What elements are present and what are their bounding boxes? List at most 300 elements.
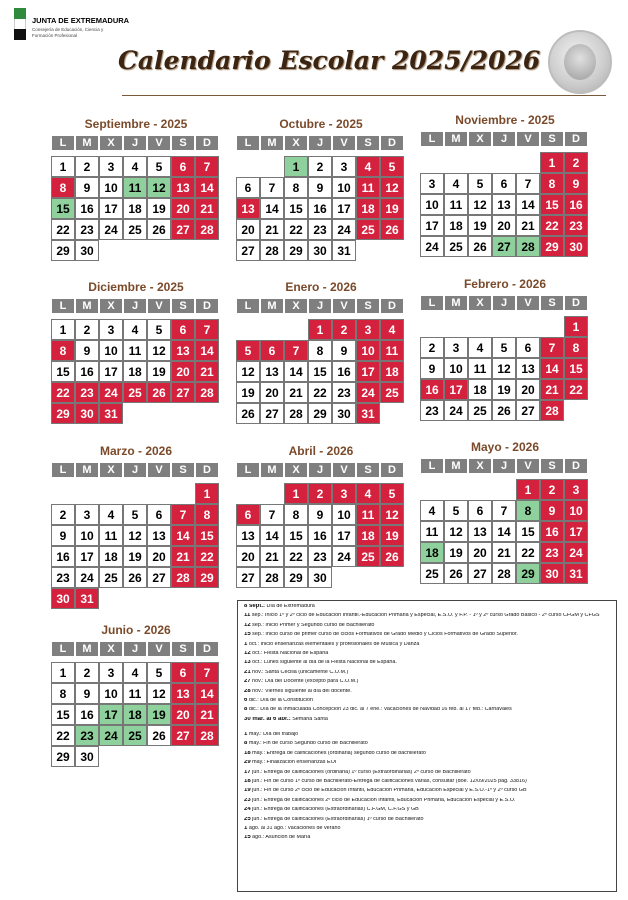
day-cell: 6 xyxy=(171,156,195,177)
weekday-header: X xyxy=(99,462,123,478)
day-cell: 11 xyxy=(123,340,147,361)
day-cell: 13 xyxy=(260,361,284,382)
day-cell: 31 xyxy=(75,588,99,609)
day-cell: 28 xyxy=(260,567,284,588)
day-cell: 21 xyxy=(540,379,564,400)
day-cell: 22 xyxy=(284,219,308,240)
note-text: sep.: Inicio 1º y 2º ciclo de Educación Infantil.-Educación Primaria y Especial, E.S.O. y F.P. - 1º y 2º curso Grado Básico - 2º curso CFGM y CFGS xyxy=(250,613,600,619)
day-cell: 7 xyxy=(195,319,219,340)
day-cell: 6 xyxy=(147,504,171,525)
weekday-header: S xyxy=(171,641,195,657)
day-cell: 5 xyxy=(380,483,404,504)
day-cell: 24 xyxy=(332,546,356,567)
note-item xyxy=(244,670,610,675)
day-cell: 30 xyxy=(308,240,332,261)
month-title: Marzo - 2026 xyxy=(99,444,173,458)
note-item xyxy=(244,798,610,803)
day-cell: 14 xyxy=(284,361,308,382)
day-cell: 4 xyxy=(468,337,492,358)
day-cell: 26 xyxy=(492,400,516,421)
day-cell: 13 xyxy=(171,340,195,361)
day-cell: 9 xyxy=(51,525,75,546)
day-cell: 20 xyxy=(516,379,540,400)
day-cell: 13 xyxy=(492,194,516,215)
day-cell: 19 xyxy=(380,198,404,219)
day-cell: 16 xyxy=(75,361,99,382)
note-item xyxy=(244,613,610,618)
note-item xyxy=(244,604,610,609)
day-cell: 8 xyxy=(51,177,75,198)
day-cell: 11 xyxy=(420,521,444,542)
day-cell: 15 xyxy=(564,358,588,379)
day-cell: 9 xyxy=(420,358,444,379)
note-item xyxy=(244,826,610,831)
month-grid xyxy=(420,458,590,584)
month-grid xyxy=(236,135,406,261)
day-cell: 24 xyxy=(444,400,468,421)
day-cell: 20 xyxy=(236,546,260,567)
weekday-header: L xyxy=(420,295,444,311)
day-cell: 29 xyxy=(284,240,308,261)
day-cell: 31 xyxy=(356,403,380,424)
day-cell: 2 xyxy=(75,156,99,177)
day-cell: 13 xyxy=(516,358,540,379)
weekday-header: J xyxy=(492,458,516,474)
weekday-header: L xyxy=(236,298,260,314)
day-cell: 4 xyxy=(123,156,147,177)
weekday-header: S xyxy=(540,458,564,474)
day-cell: 28 xyxy=(492,563,516,584)
weekday-header: J xyxy=(123,298,147,314)
weekday-header: J xyxy=(308,298,332,314)
day-cell: 4 xyxy=(380,319,404,340)
month-title: Enero - 2026 xyxy=(285,280,357,294)
day-cell: 21 xyxy=(171,546,195,567)
day-cell: 23 xyxy=(308,546,332,567)
note-text: may.: Día del trabajo xyxy=(247,732,299,738)
weekday-header: X xyxy=(99,135,123,151)
note-item xyxy=(244,651,610,656)
day-cell: 14 xyxy=(195,340,219,361)
day-cell: 14 xyxy=(492,521,516,542)
weekday-header: L xyxy=(420,458,444,474)
day-cell: 24 xyxy=(75,567,99,588)
weekday-header: S xyxy=(171,298,195,314)
day-cell: 24 xyxy=(356,382,380,403)
note-item xyxy=(244,689,610,694)
weekday-header: S xyxy=(356,135,380,151)
note-text: nov.: Viernes siguiente al día del docente. xyxy=(250,688,352,694)
note-date: 15 xyxy=(244,835,251,841)
day-cell: 1 xyxy=(540,152,564,173)
note-text: dic.: Día de la Inmaculada Concepción 23 dic. al 7 ene.: Vacaciones de Navidad 16 feb. al 17 feb.: Carnavales xyxy=(247,707,512,713)
weekday-header: M xyxy=(260,462,284,478)
empty-cell xyxy=(492,152,516,173)
day-cell: 23 xyxy=(75,725,99,746)
note-text: may.: Finalización enseñanzas EOI xyxy=(250,760,337,766)
day-cell: 29 xyxy=(195,567,219,588)
day-cell: 2 xyxy=(51,504,75,525)
day-cell: 12 xyxy=(236,361,260,382)
empty-cell xyxy=(420,152,444,173)
day-cell: 26 xyxy=(147,382,171,403)
weekday-header: D xyxy=(380,462,404,478)
weekday-header: M xyxy=(75,641,99,657)
day-cell: 30 xyxy=(540,563,564,584)
note-date: 29 xyxy=(244,760,251,766)
day-cell: 10 xyxy=(99,683,123,704)
day-cell: 6 xyxy=(492,173,516,194)
weekday-header: V xyxy=(332,135,356,151)
day-cell: 5 xyxy=(147,156,171,177)
month-december xyxy=(51,279,221,424)
day-cell: 25 xyxy=(468,400,492,421)
day-cell: 24 xyxy=(99,219,123,240)
note-text: sep.: Inicio Primer y Segundo curso de Bachillerato xyxy=(250,622,375,628)
note-date: 24 xyxy=(244,807,251,813)
day-cell: 28 xyxy=(195,725,219,746)
day-cell: 2 xyxy=(308,156,332,177)
day-cell: 15 xyxy=(284,198,308,219)
day-cell: 11 xyxy=(99,525,123,546)
day-cell: 5 xyxy=(468,173,492,194)
empty-cell xyxy=(236,319,260,340)
day-cell: 18 xyxy=(444,215,468,236)
weekday-header: J xyxy=(123,135,147,151)
day-cell: 24 xyxy=(99,725,123,746)
note-date: 25 xyxy=(244,816,251,822)
day-cell: 15 xyxy=(308,361,332,382)
month-november xyxy=(420,112,590,257)
day-cell: 1 xyxy=(51,662,75,683)
weekday-header: D xyxy=(195,135,219,151)
day-cell: 26 xyxy=(380,219,404,240)
day-cell: 8 xyxy=(51,683,75,704)
day-cell: 30 xyxy=(75,240,99,261)
weekday-header: X xyxy=(468,131,492,147)
day-cell: 14 xyxy=(195,683,219,704)
day-cell: 10 xyxy=(99,177,123,198)
day-cell: 25 xyxy=(380,382,404,403)
day-cell: 2 xyxy=(308,483,332,504)
weekday-header: J xyxy=(308,135,332,151)
month-title: Mayo - 2026 xyxy=(470,440,540,454)
day-cell: 19 xyxy=(147,704,171,725)
day-cell: 25 xyxy=(444,236,468,257)
day-cell: 31 xyxy=(564,563,588,584)
junta-logo xyxy=(14,8,130,48)
day-cell: 25 xyxy=(420,563,444,584)
day-cell: 12 xyxy=(123,525,147,546)
day-cell: 30 xyxy=(51,588,75,609)
month-title: Noviembre - 2025 xyxy=(455,113,555,127)
day-cell: 6 xyxy=(171,662,195,683)
day-cell: 19 xyxy=(380,525,404,546)
day-cell: 4 xyxy=(356,156,380,177)
note-text: nov.: Santa Cecilia (únicamente C.O.M.) xyxy=(250,669,349,675)
note-item xyxy=(244,817,610,822)
day-cell: 4 xyxy=(123,662,147,683)
note-date: 30 mar. al 6 abr.: xyxy=(244,716,291,722)
month-grid xyxy=(236,298,406,424)
note-date: 11 xyxy=(244,613,251,619)
day-cell: 16 xyxy=(332,361,356,382)
day-cell: 22 xyxy=(564,379,588,400)
day-cell: 11 xyxy=(444,194,468,215)
day-cell: 21 xyxy=(195,361,219,382)
note-item xyxy=(244,707,610,712)
day-cell: 1 xyxy=(51,319,75,340)
day-cell: 22 xyxy=(51,382,75,403)
month-may xyxy=(420,439,590,584)
note-date: 15 xyxy=(244,632,251,638)
note-text: nov.: Día del Docente (excepto para C.O.M.) xyxy=(250,679,359,685)
day-cell: 8 xyxy=(564,337,588,358)
month-title: Febrero - 2026 xyxy=(463,277,547,291)
seal-icon xyxy=(548,30,612,94)
day-cell: 15 xyxy=(540,194,564,215)
empty-cell xyxy=(420,316,444,337)
weekday-header: D xyxy=(380,135,404,151)
note-item xyxy=(244,732,610,737)
note-text: jun.: Entrega de calificaciones (Extraordinarias) C.F.GM, C.F.GS y GB xyxy=(250,807,419,813)
weekday-header: M xyxy=(444,458,468,474)
note-item xyxy=(244,760,610,765)
weekday-header: D xyxy=(564,458,588,474)
note-text: may.: Fin de curso Segundo curso de Bachillerato xyxy=(247,741,368,747)
note-item xyxy=(244,660,610,665)
day-cell: 11 xyxy=(468,358,492,379)
day-cell: 28 xyxy=(284,403,308,424)
day-cell: 27 xyxy=(171,725,195,746)
day-cell: 31 xyxy=(332,240,356,261)
note-date: 27 xyxy=(244,679,251,685)
day-cell: 2 xyxy=(540,479,564,500)
note-date: 8 sept.: xyxy=(244,604,266,609)
day-cell: 3 xyxy=(564,479,588,500)
day-cell: 3 xyxy=(332,483,356,504)
day-cell: 1 xyxy=(284,483,308,504)
day-cell: 22 xyxy=(51,219,75,240)
weekday-header: V xyxy=(516,295,540,311)
day-cell: 11 xyxy=(123,177,147,198)
day-cell: 27 xyxy=(171,382,195,403)
weekday-header: J xyxy=(492,131,516,147)
day-cell: 1 xyxy=(564,316,588,337)
note-date: 21 xyxy=(244,669,251,675)
day-cell: 8 xyxy=(308,340,332,361)
day-cell: 18 xyxy=(123,704,147,725)
day-cell: 3 xyxy=(99,156,123,177)
day-cell: 17 xyxy=(332,198,356,219)
note-date: 1 xyxy=(244,825,248,831)
day-cell: 17 xyxy=(444,379,468,400)
day-cell: 9 xyxy=(75,340,99,361)
day-cell: 30 xyxy=(75,403,99,424)
day-cell: 12 xyxy=(492,358,516,379)
day-cell: 10 xyxy=(99,340,123,361)
day-cell: 14 xyxy=(516,194,540,215)
day-cell: 6 xyxy=(236,177,260,198)
day-cell: 24 xyxy=(564,542,588,563)
day-cell: 1 xyxy=(51,156,75,177)
day-cell: 20 xyxy=(171,704,195,725)
day-cell: 13 xyxy=(236,198,260,219)
day-cell: 29 xyxy=(540,236,564,257)
day-cell: 19 xyxy=(236,382,260,403)
day-cell: 4 xyxy=(99,504,123,525)
weekday-header: J xyxy=(308,462,332,478)
day-cell: 13 xyxy=(468,521,492,542)
weekday-header: L xyxy=(236,462,260,478)
empty-cell xyxy=(444,152,468,173)
day-cell: 29 xyxy=(51,746,75,767)
empty-cell xyxy=(260,319,284,340)
weekday-header: D xyxy=(195,298,219,314)
empty-cell xyxy=(171,483,195,504)
note-date: 28 xyxy=(244,688,251,694)
day-cell: 13 xyxy=(147,525,171,546)
day-cell: 16 xyxy=(308,198,332,219)
note-text: sep.: Inicio curso de primer curso de ciclos Formativos de Grado Medio y Ciclos Formativos de Grado Superior. xyxy=(250,632,518,638)
weekday-header: M xyxy=(75,298,99,314)
day-cell: 12 xyxy=(147,683,171,704)
weekday-header: L xyxy=(420,131,444,147)
day-cell: 8 xyxy=(284,177,308,198)
day-cell: 18 xyxy=(356,525,380,546)
weekday-header: V xyxy=(147,462,171,478)
day-cell: 3 xyxy=(99,319,123,340)
day-cell: 18 xyxy=(380,361,404,382)
day-cell: 25 xyxy=(99,567,123,588)
day-cell: 16 xyxy=(75,198,99,219)
weekday-header: D xyxy=(195,641,219,657)
day-cell: 27 xyxy=(236,567,260,588)
note-text: ago.: Asunción de María xyxy=(250,835,311,841)
note-text: jun.: Entrega de calificaciones (Extraordinarias) 1º curso de Bachillerato xyxy=(250,816,424,822)
day-cell: 17 xyxy=(99,198,123,219)
day-cell: 22 xyxy=(308,382,332,403)
day-cell: 17 xyxy=(420,215,444,236)
day-cell: 14 xyxy=(260,525,284,546)
day-cell: 31 xyxy=(99,403,123,424)
weekday-header: S xyxy=(356,298,380,314)
note-item xyxy=(244,632,610,637)
weekday-header: V xyxy=(516,458,540,474)
empty-cell xyxy=(516,152,540,173)
day-cell: 15 xyxy=(195,525,219,546)
day-cell: 28 xyxy=(195,382,219,403)
day-cell: 19 xyxy=(492,379,516,400)
day-cell: 22 xyxy=(540,215,564,236)
day-cell: 24 xyxy=(420,236,444,257)
day-cell: 9 xyxy=(75,177,99,198)
month-grid xyxy=(51,641,221,767)
day-cell: 27 xyxy=(171,219,195,240)
day-cell: 15 xyxy=(516,521,540,542)
day-cell: 20 xyxy=(260,382,284,403)
weekday-header: V xyxy=(147,135,171,151)
weekday-header: X xyxy=(99,298,123,314)
day-cell: 24 xyxy=(332,219,356,240)
weekday-header: X xyxy=(284,135,308,151)
month-title: Septiembre - 2025 xyxy=(84,117,188,131)
note-text: jun.: Entrega de calificaciones 2º ciclo de Educación Infantil, Educación Primaria, Educación Especial y E.S.O. xyxy=(250,797,516,803)
day-cell: 16 xyxy=(308,525,332,546)
weekday-header: X xyxy=(284,462,308,478)
day-cell: 21 xyxy=(260,219,284,240)
month-grid xyxy=(420,131,590,257)
note-date: 1 xyxy=(244,641,248,647)
day-cell: 27 xyxy=(492,236,516,257)
note-item xyxy=(244,642,610,647)
day-cell: 16 xyxy=(51,546,75,567)
day-cell: 8 xyxy=(516,500,540,521)
day-cell: 7 xyxy=(260,177,284,198)
month-grid xyxy=(51,462,221,609)
weekday-header: J xyxy=(123,641,147,657)
day-cell: 17 xyxy=(332,525,356,546)
note-date: 13 xyxy=(244,660,251,666)
weekday-header: M xyxy=(75,462,99,478)
empty-cell xyxy=(444,316,468,337)
weekday-header: M xyxy=(75,135,99,151)
note-item xyxy=(244,788,610,793)
empty-cell xyxy=(468,152,492,173)
weekday-header: S xyxy=(171,135,195,151)
note-date: 12 xyxy=(244,622,251,628)
note-item xyxy=(244,679,610,684)
day-cell: 22 xyxy=(51,725,75,746)
day-cell: 7 xyxy=(260,504,284,525)
note-text: ago. al 31 ago.: Vacaciones de verano xyxy=(247,825,341,831)
day-cell: 7 xyxy=(492,500,516,521)
day-cell: 15 xyxy=(284,525,308,546)
weekday-header: D xyxy=(564,131,588,147)
month-february xyxy=(420,276,590,421)
day-cell: 5 xyxy=(147,662,171,683)
empty-cell xyxy=(444,479,468,500)
day-cell: 27 xyxy=(147,567,171,588)
day-cell: 27 xyxy=(468,563,492,584)
day-cell: 23 xyxy=(51,567,75,588)
note-text: oct.: Fiesta Nacional de España xyxy=(250,650,329,656)
note-date: 1 xyxy=(244,732,248,738)
day-cell: 20 xyxy=(492,215,516,236)
day-cell: 17 xyxy=(75,546,99,567)
flag-icon xyxy=(14,8,26,40)
day-cell: 3 xyxy=(99,662,123,683)
day-cell: 3 xyxy=(356,319,380,340)
day-cell: 26 xyxy=(468,236,492,257)
weekday-header: S xyxy=(356,462,380,478)
day-cell: 9 xyxy=(308,504,332,525)
day-cell: 29 xyxy=(308,403,332,424)
day-cell: 23 xyxy=(540,542,564,563)
day-cell: 17 xyxy=(564,521,588,542)
day-cell: 2 xyxy=(332,319,356,340)
day-cell: 3 xyxy=(332,156,356,177)
month-title: Diciembre - 2025 xyxy=(88,280,184,294)
day-cell: 7 xyxy=(540,337,564,358)
empty-cell xyxy=(99,483,123,504)
day-cell: 11 xyxy=(380,340,404,361)
day-cell: 10 xyxy=(564,500,588,521)
day-cell: 22 xyxy=(284,546,308,567)
day-cell: 20 xyxy=(236,219,260,240)
weekday-header: V xyxy=(147,641,171,657)
empty-cell xyxy=(123,483,147,504)
